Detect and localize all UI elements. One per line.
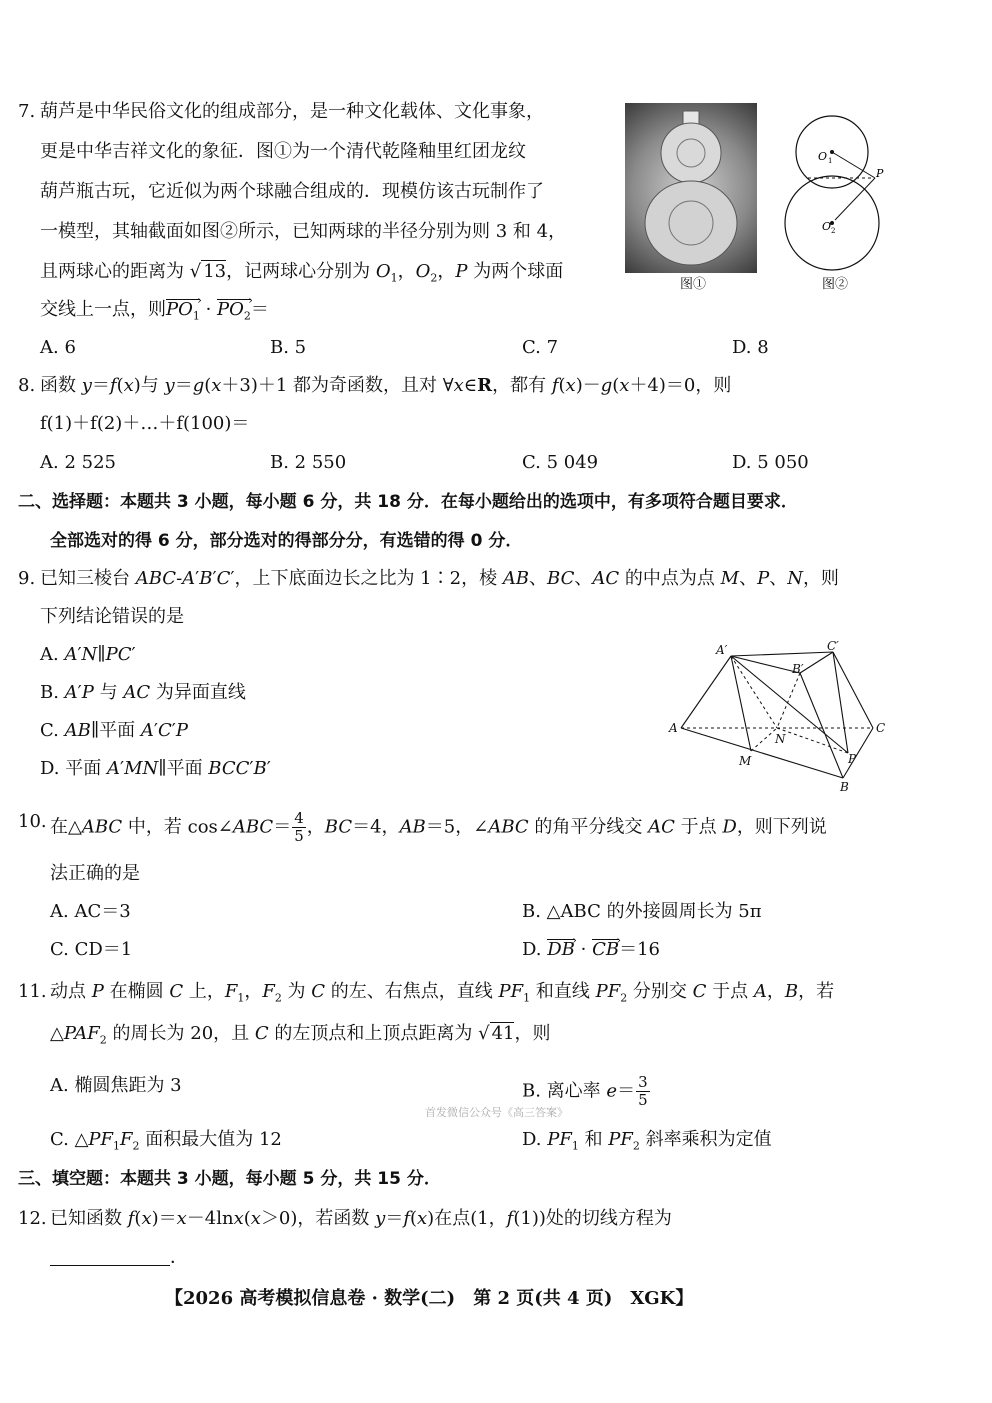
q12-period: ． <box>170 1247 188 1268</box>
q9-number: 9. <box>18 568 36 589</box>
q7-line-6: 交线上一点，则$PO_1$ › · $PO_2$ ›＝ <box>40 298 269 329</box>
q10-number: 10. <box>18 811 47 832</box>
q7-line-5a: 且两球心的距离为 <box>40 261 190 282</box>
q10-line-1: 在△ABC 中，若 cos∠ABC＝ $\frac{4}{5}$ ，BC＝4，AB＝5，∠ABC 的角平分线交 AC 于点 D，则下列说 <box>50 809 827 845</box>
q12-number: 12. <box>18 1208 47 1229</box>
q10-option-d: D. DB › · CB ›＝16 <box>522 938 660 962</box>
q11-option-b: B. 离心率 e＝ $\frac{3}{5}$ <box>522 1073 648 1109</box>
answer-blank[interactable] <box>50 1265 170 1266</box>
section-2-heading: 二、选择题：本题共 3 小题，每小题 6 分，共 18 分．在每小题给出的选项中，有多项符合题目要求． <box>18 492 798 512</box>
label-b: B <box>840 780 849 794</box>
frustum-diagram <box>665 638 895 798</box>
section-3-heading: 三、填空题：本题共 3 小题，每小题 5 分，共 15 分． <box>18 1169 441 1189</box>
q9-option-a: A. A′N∥PC′ <box>40 644 136 665</box>
q8-number: 8. <box>18 375 36 396</box>
svg-text:O: O <box>818 150 828 163</box>
svg-text:P: P <box>876 167 884 180</box>
q7-line-1: 葫芦是中华民俗文化的组成部分，是一种文化载体、文化事象， <box>40 101 544 122</box>
q10-option-a: A. AC＝3 <box>50 901 131 922</box>
q8-option-d: D. 5 050 <box>732 452 809 473</box>
q7-line-5b: ，记两球心分别为 <box>226 261 376 282</box>
vase-photo <box>625 103 757 273</box>
q7-sqrt: 13 <box>203 261 227 282</box>
q7-line-2: 更是中华吉祥文化的象征．图①为一个清代乾隆釉里红团龙纹 <box>40 141 526 162</box>
fig1-caption: 图① <box>680 277 707 292</box>
q12-line-1: 已知函数 f(x)＝x－4lnx(x＞0)，若函数 y＝f(x)在点(1，f(1))处的切线方程为 <box>50 1208 672 1229</box>
q8-option-a: A. 2 525 <box>40 452 116 473</box>
label-c: C <box>876 721 886 735</box>
q9-line-1: 已知三棱台 ABC-A′B′C′，上下底面边长之比为 1∶2，棱 AB、BC、AC 的中点为点 M、P、N，则 <box>40 568 839 589</box>
q8-option-b: B. 2 550 <box>270 452 347 473</box>
q10-option-c: C. CD＝1 <box>50 939 133 960</box>
q7-line-4: 一模型，其轴截面如图②所示，已知两球的半径分别为则 3 和 4， <box>40 221 567 242</box>
q10-line-2: 法正确的是 <box>50 863 140 884</box>
label-a-prime: A′ <box>716 643 728 657</box>
q9-option-d: D. 平面 A′MN∥平面 BCC′B′ <box>40 758 271 779</box>
watermark: 首发微信公众号《高三答案》 <box>425 1106 568 1119</box>
q7-line-5: 且两球心的距离为 √ 13，记两球心分别为 $O_1$，$O_2$，P 为两个球面 <box>40 261 564 285</box>
q7-number: 7. <box>18 101 36 122</box>
label-a: A <box>669 721 678 735</box>
q9-option-c: C. AB∥平面 A′C′P <box>40 720 188 741</box>
q7-option-d: D. 8 <box>732 337 769 358</box>
fig2-caption: 图② <box>822 277 849 292</box>
q9-line-2: 下列结论错误的是 <box>40 606 184 627</box>
q7-option-c: C. 7 <box>522 337 559 358</box>
q8-line-1: 函数 y＝f(x)与 y＝g(x＋3)＋1 都为奇函数，且对 ∀x∈R，都有 f(x)－g(x＋4)＝0，则 <box>40 375 732 396</box>
q11-option-c: C. $\triangle PF_1F_2$ 面积最大值为 12 <box>50 1129 282 1153</box>
q7-option-a: A. 6 <box>40 337 76 358</box>
fig2-diagram <box>780 110 890 280</box>
label-p: P <box>848 752 857 766</box>
q7-option-b: B. 5 <box>270 337 307 358</box>
label-b-prime: B′ <box>792 662 804 676</box>
section-2-subheading: 全部选对的得 6 分，部分选对的得部分分，有选错的得 0 分． <box>50 531 523 551</box>
q11-option-a: A. 椭圆焦距为 3 <box>50 1075 182 1096</box>
q11-option-d: D. $PF_1$ 和 $PF_2$ 斜率乘积为定值 <box>522 1129 772 1153</box>
label-c-prime: C′ <box>827 639 839 653</box>
label-m: M <box>739 754 752 768</box>
svg-text:1: 1 <box>828 157 833 165</box>
q7-line-6a: 交线上一点，则 <box>40 299 166 320</box>
svg-text:2: 2 <box>831 227 836 235</box>
q11-number: 11. <box>18 981 47 1002</box>
q8-option-c: C. 5 049 <box>522 452 599 473</box>
q7-line-3: 葫芦瓶古玩，它近似为两个球融合组成的．现模仿该古玩制作了 <box>40 181 544 202</box>
page-footer: 【2026 高考模拟信息卷 · 数学(二) 第 2 页(共 4 页) XGK】 <box>165 1288 694 1309</box>
svg-text:O: O <box>822 220 832 233</box>
q11-line-2: $\triangle PAF_2$ 的周长为 20，且 C 的左顶点和上顶点距离为 √ 41，则 <box>50 1023 551 1047</box>
q8-line-2: f(1)＋f(2)＋…＋f(100)＝ <box>40 413 250 434</box>
label-n: N <box>775 732 786 746</box>
vase-illustration <box>625 103 757 273</box>
q11-line-1: 动点 P 在椭圆 C 上，$F_1$，$F_2$ 为 C 的左、右焦点，直线 $PF_1$ 和直线 $PF_2$ 分别交 C 于点 A，B，若 <box>50 981 835 1005</box>
q9-option-b: B. A′P 与 AC 为异面直线 <box>40 682 246 703</box>
q10-option-b: B. △ABC 的外接圆周长为 5π <box>522 901 762 922</box>
